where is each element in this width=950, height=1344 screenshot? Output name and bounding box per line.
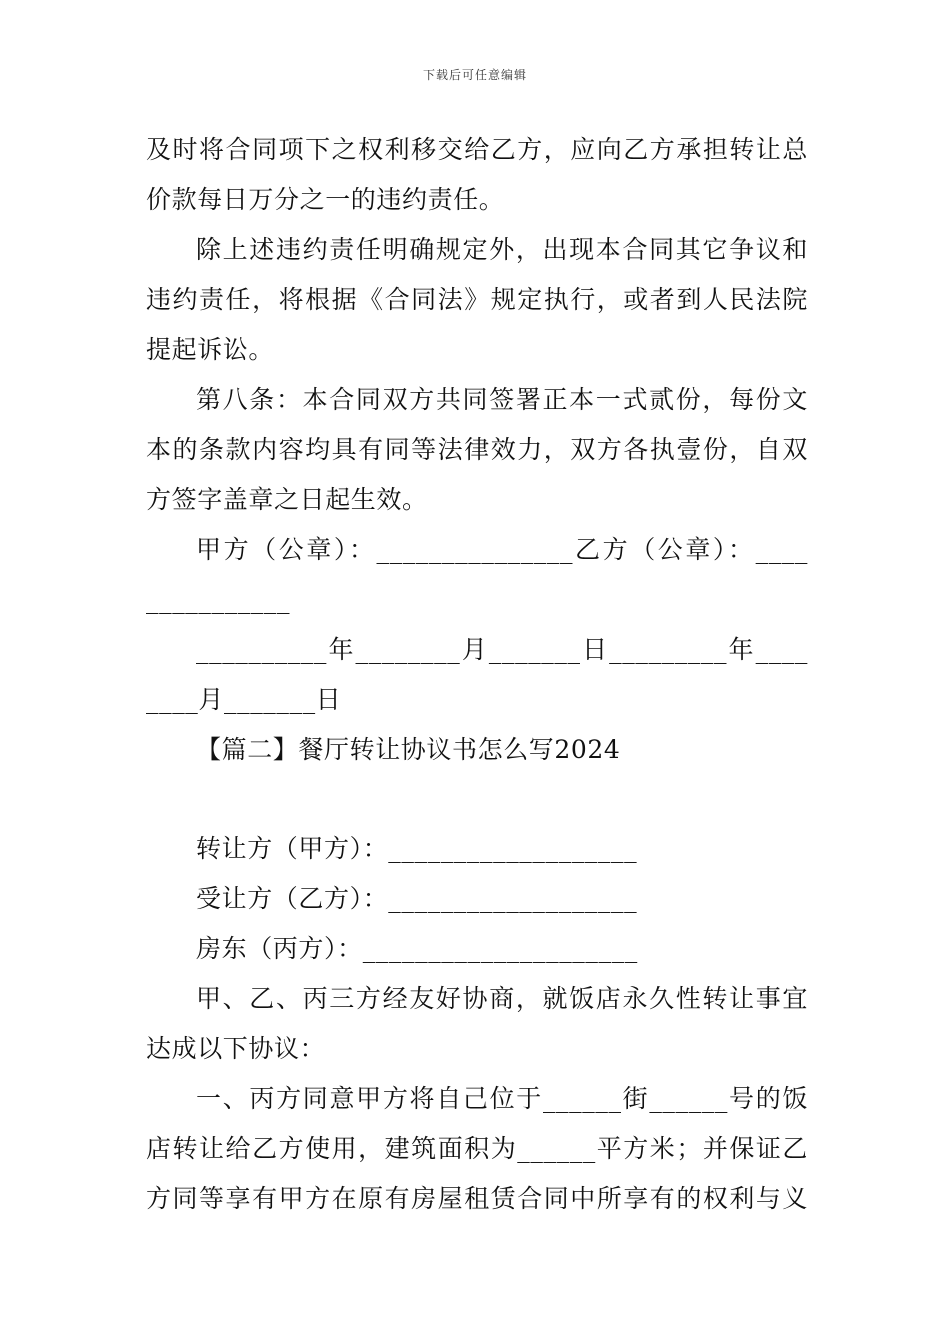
date-line: __________年________月_______日_________年____	[196, 635, 808, 664]
date-line: ____月_______日	[146, 685, 342, 714]
party-landlord-field: 房东（丙方）：_____________________	[196, 934, 638, 963]
paragraph-line: 方同等享有甲方在原有房屋租赁合同中所享有的权利与义	[146, 1184, 808, 1213]
paragraph-line: 达成以下协议：	[146, 1034, 326, 1063]
section-title: 【篇二】餐厅转让协议书怎么写2024	[196, 735, 621, 764]
paragraph-line: 违约责任，将根据《合同法》规定执行，或者到人民法院	[146, 285, 808, 314]
paragraph-line: 提起诉讼。	[146, 335, 275, 364]
paragraph-line: 店转让给乙方使用，建筑面积为______平方米；并保证乙	[146, 1134, 808, 1163]
paragraph-line: 方签字盖章之日起生效。	[146, 485, 428, 514]
party-transferee-field: 受让方（乙方）：___________________	[196, 884, 638, 913]
signature-line: 甲方（公章）：_______________乙方（公章）：____	[196, 535, 808, 564]
paragraph-line: 甲、乙、丙三方经友好协商，就饭店永久性转让事宜	[196, 984, 808, 1013]
signature-line: ___________	[146, 585, 291, 614]
paragraph-line: 第八条：本合同双方共同签署正本一式贰份，每份文	[196, 385, 808, 414]
paragraph-line: 及时将合同项下之权利移交给乙方，应向乙方承担转让总	[146, 135, 808, 164]
page-header: 下载后可任意编辑	[422, 68, 527, 82]
party-transferor-field: 转让方（甲方）：___________________	[196, 834, 638, 863]
paragraph-line: 一、丙方同意甲方将自己位于______街______号的饭	[196, 1084, 808, 1113]
paragraph-line: 价款每日万分之一的违约责任。	[146, 185, 505, 214]
paragraph-line: 除上述违约责任明确规定外，出现本合同其它争议和	[196, 235, 808, 264]
paragraph-line: 本的条款内容均具有同等法律效力，双方各执壹份，自双	[146, 435, 808, 464]
